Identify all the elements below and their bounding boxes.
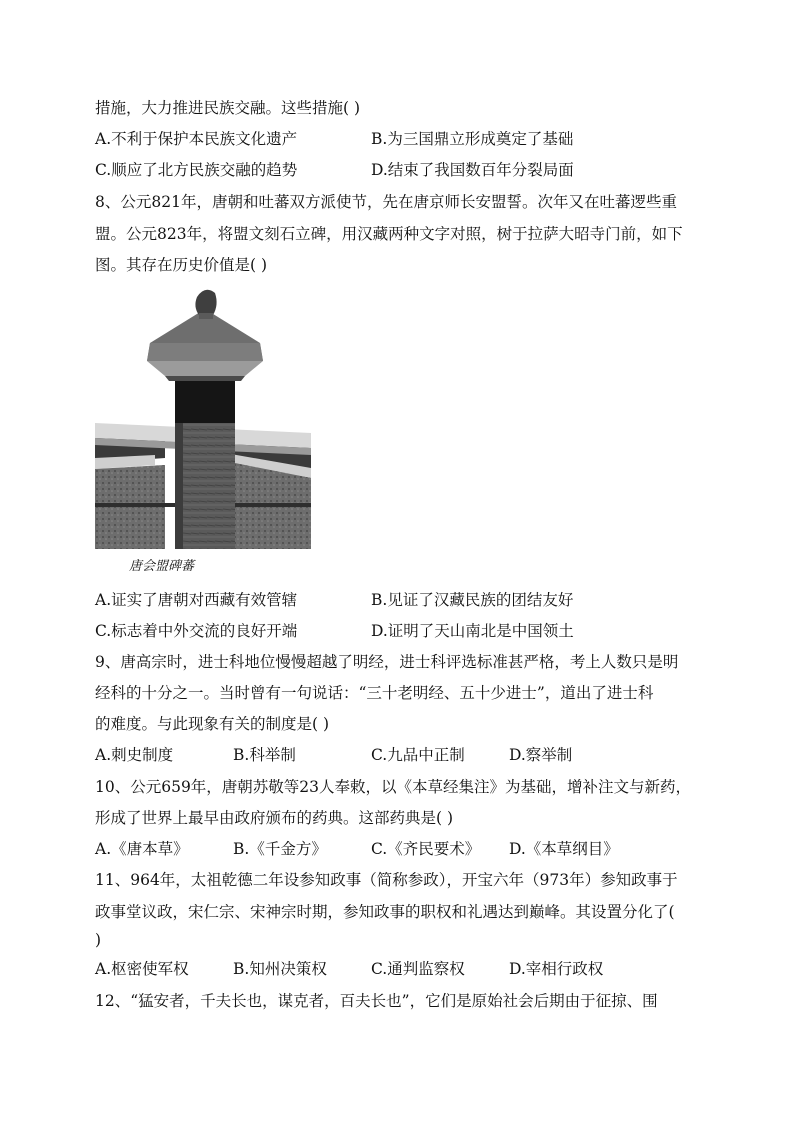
q7-option-d: D.结束了我国数百年分裂局面 [371,161,574,179]
q7-option-c: C.顺应了北方民族交融的趋势 [95,161,298,179]
q9-stem-line-2: 经科的十分之一。当时曾有一句说话：“三十老明经、五十少进士”，道出了进士科 [95,684,654,702]
figure-caption: 唐会盟碑蕃 [129,559,195,574]
q9-stem-line-3: 的难度。与此现象有关的制度是( ) [95,715,330,733]
q7-option-a: A.不利于保护本民族文化遗产 [95,130,298,148]
q11-stem-line-2: 政事堂议政，宋仁宗、宋神宗时期，参知政事的职权和礼遇达到巅峰。其设置分化了( [95,903,675,921]
q11-stem-line-3: ) [95,931,102,949]
tang-tibet-alliance-stele-photo [95,283,311,549]
q7-option-b: B.为三国鼎立形成奠定了基础 [371,130,574,148]
q10-stem-line-1: 10、公元659年，唐朝苏敬等23人奉敕，以《本草经集注》为基础，增补注文与新药， [95,778,692,796]
q9-option-b: B.科举制 [233,746,296,764]
stele-illustration [95,283,311,549]
q9-option-d: D.察举制 [509,746,573,764]
q11-option-d: D.宰相行政权 [509,960,604,978]
q10-option-a: A.《唐本草》 [95,840,189,858]
q8-option-a: A.证实了唐朝对西藏有效管辖 [95,591,298,609]
q11-option-a: A.枢密使军权 [95,960,189,978]
q10-option-b: B.《千金方》 [233,840,327,858]
q8-option-d: D.证明了天山南北是中国领土 [371,622,574,640]
q11-stem-line-1: 11、964年，太祖乾德二年设参知政事（简称参政），开宝六年（973年）参知政事于 [95,871,678,889]
q8-stem-line-1: 8、公元821年，唐朝和吐蕃双方派使节，先在唐京师长安盟誓。次年又在吐蕃逻些重 [95,193,677,211]
q11-option-c: C.通判监察权 [371,960,465,978]
q10-option-c: C.《齐民要术》 [371,840,481,858]
q9-stem-line-1: 9、唐高宗时，进士科地位慢慢超越了明经，进士科评选标准甚严格，考上人数只是明 [95,653,679,671]
q8-option-b: B.见证了汉藏民族的团结友好 [371,591,574,609]
q9-option-c: C.九品中正制 [371,746,465,764]
q10-option-d: D.《本草纲目》 [509,840,619,858]
q12-stem-line-1: 12、“猛安者，千夫长也，谋克者，百夫长也”，它们是原始社会后期由于征掠、围 [95,992,658,1010]
q9-option-a: A.刺史制度 [95,746,174,764]
q8-stem-line-2: 盟。公元823年，将盟文刻石立碑，用汉藏两种文字对照，树于拉萨大昭寺门前，如下 [95,225,683,243]
q11-option-b: B.知州决策权 [233,960,327,978]
q8-stem-line-3: 图。其存在历史价值是( ) [95,256,268,274]
q8-option-c: C.标志着中外交流的良好开端 [95,622,298,640]
q10-stem-line-2: 形成了世界上最早由政府颁布的药典。这部药典是( ) [95,809,454,827]
q7-stem-end: 措施，大力推进民族交融。这些措施( ) [95,99,361,117]
